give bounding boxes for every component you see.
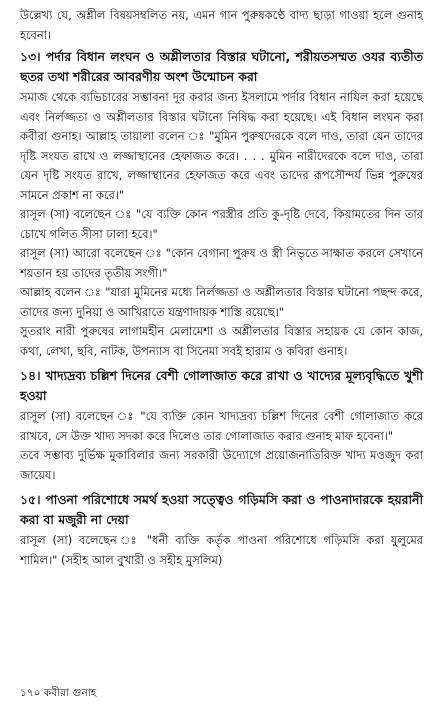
section-heading: ১৫। পাওনা পরিশোধে সমর্থ হওয়া সত্ত্বেও গড়িমসি করা ও পাওনাদারকে হয়রানী করা বা মজুরী না দেয়া bbox=[20, 492, 423, 527]
body-paragraph: আল্লাহ বলেন ঃ "যারা মুমিনের মধ্যে নির্লজ্জতা ও অশ্লীলতার বিস্তার ঘটানো পছন্দ করে, তাদের জন্য দুনিয়া ও আখিরাতে যন্ত্রণাদায়ক শাস্তি রয়েছে।" bbox=[20, 285, 423, 319]
body-paragraph: রাসূল (সা) বলেছেন ঃ "যে ব্যক্তি কোন পরস্ত্রীর প্রতি কু-দৃষ্টি দেবে, কিয়ামতের দিন তার চোখে গলিত সীসা ঢালা হবে।" bbox=[20, 207, 423, 241]
body-paragraph: রাসূল (সা) বলেছেন ঃ "ধনী ব্যক্তি কর্তৃক পাওনা পরিশোধে গড়িমসি করা যুলুমের শামিল।" (সহীহ আল বুখারী ও সহীহ মুসলিম) bbox=[20, 533, 423, 567]
intro-paragraph: উল্লেখ্য যে, অশ্লীল বিষয়সম্বলিত নয়, এমন গান পুরুষকণ্ঠে বাদ্য ছাড়া গাওয়া হলে গুনাহ হবেনা। bbox=[20, 8, 423, 42]
section-13 bbox=[20, 47, 423, 361]
body-paragraph: সুতরাং নারী পুরুষের লাগামহীন মেলামেশা ও অশ্লীলতার বিস্তার সহায়ক যে কোন কাজ, কথা, লেখা, ছবি, নাটক, উপন্যাস বা সিনেমা সবই হারাম ও কবিরা গুনাহ। bbox=[20, 324, 423, 358]
body-paragraph: রাসূল (সা) বলেছেন ঃ "যে ব্যক্তি কোন খাদ্যদ্রব্য চল্লিশ দিনের বেশী গোলাজাত করে রাখবে, সে উক্ত খাদ্য সদকা করে দিলেও তার গোলাজাত করার গুনাহ মাফ হবেনা।" bbox=[20, 409, 423, 443]
page-footer: ১৭০ কবীরা গুনাহ bbox=[20, 687, 97, 699]
section-14 bbox=[20, 366, 423, 485]
body-paragraph: সমাজ থেকে ব্যভিচারের সম্ভাবনা দূর করার জন্য ইসলামে পর্দার বিধান নাযিল করা হয়েছে এবং নির্লজ্জতা ও অশ্লীলতার বিস্তার ঘটানো নিষিদ্ধ করা হয়েছে। এই বিধান লংঘন করা কবীরা গুনাহ। আল্লাহ তায়ালা বলেন ঃ "মুমিন পুরুষদেরকে বলে দাও, তারা যেন তাদের দৃষ্টি সংযত রাখে ও লজ্জাস্থানের হেফাজত করে। . . . মুমিন নারীদেরকে বলে দাও, তারা যেন দৃষ্টি সংযত রাখে, লজ্জাস্থানের হেফাজত করে এবং তাদের রূপসৌন্দর্য ভিন্ন পুরুষের সামনে প্রকাশ না করে।" bbox=[20, 90, 423, 202]
body-paragraph: রাসূল (সা) আরো বলেছেন ঃ "কোন বেগানা পুরুষ ও স্ত্রী নিভৃতে সাক্ষাত করলে সেখানে শয়তান হয় তাদের তৃতীয় সংগী।" bbox=[20, 246, 423, 280]
body-paragraph: তবে সম্ভাব্য দুর্ভিক্ষ মুকাবিলার জন্য সরকারী উদ্যোগে প্রয়োজনাতিরিক্ত খাদ্য মওজুদ করা জায়েয। bbox=[20, 448, 423, 482]
section-15 bbox=[20, 490, 423, 570]
section-heading: ১৪। খাদ্যদ্রব্য চল্লিশ দিনের বেশী গোলাজাত করে রাখা ও খাদ্যের মূল্যবৃদ্ধিতে খুশী হওয়া bbox=[20, 368, 423, 403]
section-heading: ১৩। পর্দার বিধান লংঘন ও অশ্লীলতার বিস্তার ঘটানো, শরীয়তসম্মত ওযর ব্যতীত ছতর তথা শরীরের আবরণীয় অংশ উন্মোচন করা bbox=[20, 49, 423, 84]
